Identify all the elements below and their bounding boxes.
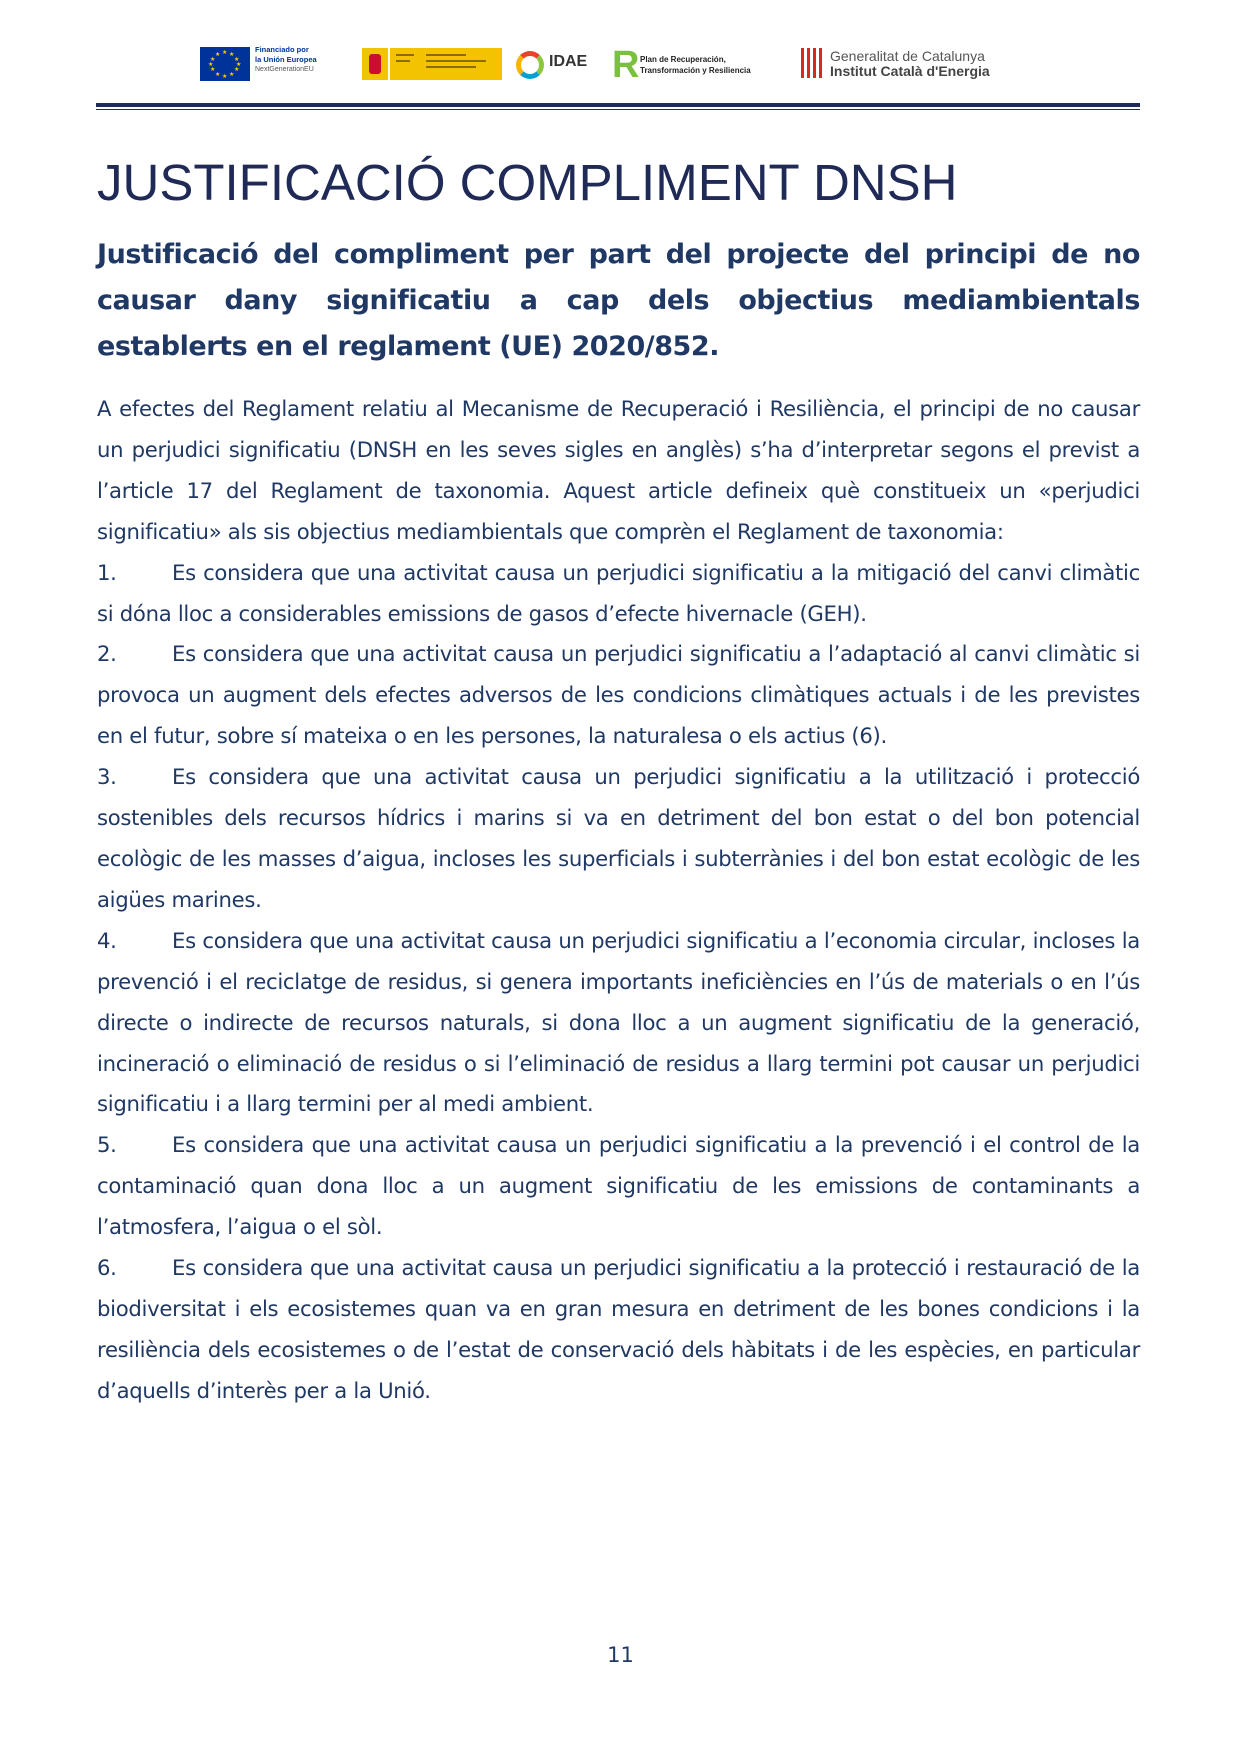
eu-logo-text: Financiado por la Unión Europea NextGenerationEU: [255, 45, 317, 73]
list-item: [97, 921, 1140, 1126]
list-item-number: 4.: [97, 927, 117, 953]
list-item-text: Es considera que una activitat causa un perjudici significatiu a l’economia circular, incloses la prevenció i el reciclatge de residus, si genera importants ineficiències en l’ús de materials o en l’ús directe o indirecte de recursos naturals, si dona lloc a un augment significatiu de la generació, incineració o eliminació de residus o si l’eliminació de residus a llarg termini pot causar un perjudici significatiu i a llarg termini per al medi ambient.: [97, 927, 1140, 1117]
gencat-name: Generalitat de Catalunya: [830, 48, 985, 64]
gencat-logo: [800, 42, 1025, 88]
list-item-text: Es considera que una activitat causa un perjudici significatiu a la protecció i restauració de la biodiversitat i els ecosistemes quan va en gran mesura en detriment de les bones condicions i la resiliència dels ecosistemes o de l’estat de conservació dels hàbitats i de les espècies, en particular d’aquells d’interès per a la Unió.: [97, 1255, 1140, 1403]
list-item-number: 6.: [97, 1255, 117, 1281]
list-item-text: Es considera que una activitat causa un perjudici significatiu a l’adaptació al canvi climàtic si provoca un augment dels efectes adversos de les condicions climàtiques actuals i de les previstes en el futur, sobre sí mateixa o en les persones, la naturalesa o els actius (6).: [97, 641, 1140, 749]
gobierno-logo: [362, 42, 502, 88]
coat-of-arms-icon: [362, 48, 388, 80]
list-item-number: 2.: [97, 641, 117, 667]
list-item: [97, 1125, 1140, 1248]
idae-logo-text: IDAE: [549, 53, 588, 70]
prtr-logo: [612, 42, 782, 88]
list-item: [97, 553, 1140, 635]
list-item-text: Es considera que una activitat causa un perjudici significatiu a la mitigació del canvi climàtic si dóna lloc a considerables emissions de gasos d’efecte hivernacle (GEH).: [97, 559, 1140, 626]
document-body: [97, 389, 1140, 1412]
header-logos: [200, 42, 1030, 88]
eu-flag-icon: ★ ★ ★ ★ ★ ★ ★ ★ ★ ★ ★ ★: [200, 47, 250, 81]
page-title: JUSTIFICACIÓ COMPLIMENT DNSH: [97, 154, 958, 211]
section-subtitle: Justificació del compliment per part del projecte del principi de no causar dany significatiu a cap dels objectius mediambientals establerts en el reglament (UE) 2020/852.: [97, 239, 1140, 362]
icaen-name: Institut Català d'Energia: [830, 63, 990, 79]
list-item: [97, 1248, 1140, 1412]
list-item-number: 3.: [97, 764, 117, 790]
list-item: [97, 757, 1140, 921]
header-rule-thick: [96, 103, 1140, 107]
page-number: 11: [607, 1643, 634, 1667]
header-rule-thin: [96, 109, 1140, 110]
list-item-number: 5.: [97, 1132, 117, 1158]
senyera-icon: [800, 48, 822, 78]
prtr-logo-text: Plan de Recuperación, Transformación y Resiliencia: [640, 55, 751, 75]
list-item: [97, 634, 1140, 757]
idae-logo: [516, 42, 596, 88]
ministry-band: [390, 48, 502, 80]
list-item-number: 1.: [97, 559, 117, 585]
idae-ring-icon: [516, 51, 544, 79]
list-item-text: Es considera que una activitat causa un perjudici significatiu a la utilització i protecció sostenibles dels recursos hídrics i marins si va en detriment del bon estat o del bon potencial ecològic de les masses d’aigua, incloses les superficials i subterrànies i del bon estat ecològic de les aigües marines.: [97, 764, 1140, 912]
intro-paragraph: A efectes del Reglament relatiu al Mecanisme de Recuperació i Resiliència, el principi de no causar un perjudici significatiu (DNSH en les seves sigles en anglès) s’ha d’interpretar segons el previst a l’article 17 del Reglament de taxonomia. Aquest article defineix què constitueix un «perjudici significatiu» als sis objectius mediambientals que comprèn el Reglament de taxonomia:: [97, 396, 1140, 544]
list-item-text: Es considera que una activitat causa un perjudici significatiu a la prevenció i el control de la contaminació quan dona lloc a un augment significatiu de les emissions de contaminants a l’atmosfera, l’aigua o el sòl.: [97, 1132, 1140, 1240]
prtr-r-icon: R: [612, 44, 640, 86]
eu-logo: [200, 42, 350, 88]
